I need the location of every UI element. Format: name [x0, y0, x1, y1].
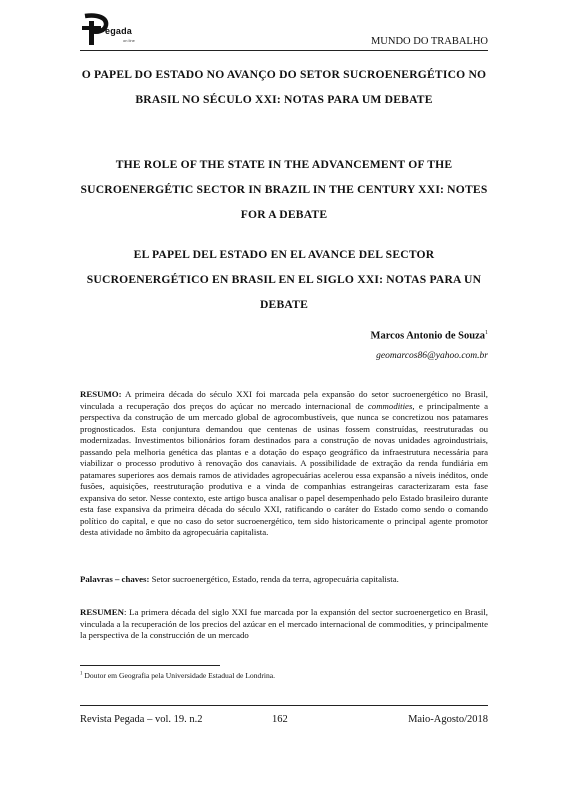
abstract-pt-text-1: A primeira década do século XXI foi marcada pela expansão do setor sucroenergético no Brasil, vinculada a recuperação dos preços do açúcar no mercado internacional de [80, 389, 488, 411]
abstract-pt-text-2: , e principalmente a perspectiva da construção de um mercado global de agrocombustíveis, que nunca se concretizou nos patamares prognosticados. Esta conjuntura demandou que centenas de usinas fossem construídas, reestruturadas ou modernizadas. Investimentos bilionários foram destinados para a construção de novas unidades agroindustriais, passando pela melhoria genética das plantas e a dotação do espaço geográfico da infraestrutura necessária para viabilizar o processo produtivo à renovação dos canaviais. A possibilidade de extração da renda fundiária em patamares superiores aos demais ramos de atividades agropecuárias acelerou essa expansão a níveis inéditos, onde fusões, aquisições, reestruturação produtiva e a vinda de companhias estrangeiras caracterizaram esta fase expansiva do setor. Nesse contexto, este artigo busca analisar o papel desempenhado pelo Estado brasileiro durante esta fase expansiva da primeira década do século XXI, ratificando o caráter do Estado como sendo o comando político do capital, e que no caso do setor sucroenergético, tem sido historicamente o principal agente promotor desta atividade no âmbito da agropecuária capitalista. [80, 400, 488, 537]
author-email: geomarcos86@yahoo.com.br [376, 351, 488, 361]
abstract-es-label: RESUMEN [80, 607, 124, 617]
abstract-pt-label: RESUMO: [80, 389, 122, 399]
abstract-spanish [80, 607, 488, 642]
footnote-mark: 1 [80, 671, 83, 677]
footer-page-number: 162 [272, 714, 288, 725]
abstract-es-text: : La primera década del siglo XXI fue marcada por la expansión del sector sucroenergetico en Brasil, vinculada a la recuperación de los precios del azúcar en el mercado internacional de commodities, y principalmente la perspectiva de la construcción de un mercado [80, 607, 488, 640]
keywords-label: Palavras – chaves: [80, 574, 150, 584]
logo-subtext: on line [123, 38, 135, 43]
footnote [80, 671, 275, 680]
title-english: THE ROLE OF THE STATE IN THE ADVANCEMENT OF THE SUCROENERGÉTIC SECTOR IN BRAZIL IN THE CENTURY XXI: NOTES FOR A DEBATE [80, 158, 488, 221]
abstract-pt-italic: commodities [367, 400, 413, 411]
keywords [80, 574, 488, 586]
author-footnote-mark: 1 [485, 330, 488, 336]
title-portuguese: O PAPEL DO ESTADO NO AVANÇO DO SETOR SUCROENERGÉTICO NO BRASIL NO SÉCULO XXI: NOTAS PARA UM DEBATE [81, 68, 487, 106]
abstract-portuguese [80, 389, 488, 539]
header-divider [80, 50, 488, 51]
footer-divider [80, 705, 488, 706]
section-label: MUNDO DO TRABALHO [370, 36, 488, 47]
author-name [371, 330, 488, 342]
author-name-text: Marcos Antonio de Souza [370, 330, 485, 342]
footer-date: Maio-Agosto/2018 [408, 714, 488, 725]
footer-journal: Revista Pegada – vol. 19. n.2 [80, 714, 203, 725]
journal-logo [80, 12, 160, 48]
footnote-text: Doutor em Geografia pela Universidade Estadual de Londrina. [82, 671, 276, 680]
footnote-divider [80, 665, 220, 666]
title-spanish: EL PAPEL DEL ESTADO EN EL AVANCE DEL SECTOR SUCROENERGÉTICO EN BRASIL EN EL SIGLO XXI: NOTAS PARA UN DEBATE [86, 248, 482, 311]
logo-text: egada [105, 26, 133, 36]
keywords-text: Setor sucroenergético, Estado, renda da terra, agropecuária capitalista. [149, 574, 399, 584]
